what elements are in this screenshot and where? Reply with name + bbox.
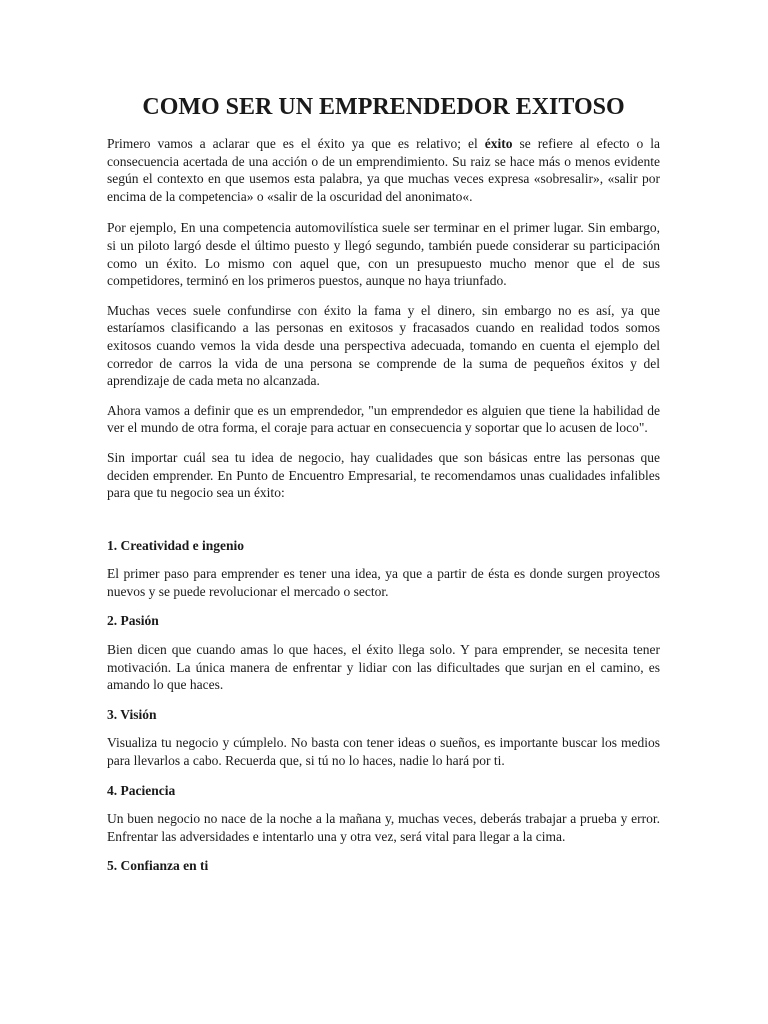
paragraph-entrepreneur-definition: Ahora vamos a definir que es un emprendedor, "un emprendedor es alguien que tiene la habilidad de ver el mundo de otra forma, el coraje para actuar en consecuencia y soportar que lo acusen de loco". [107, 402, 660, 436]
intro-text-end: se refiere al efecto o la consecuencia acertada de una acción o de un emprendimiento. Su raiz se hace más o menos evidente según el contexto en que usemos esta palabra, ya que muchas veces expresa «sobresalir», «salir por encima de la competencia» o «salir de la oscuridad del anonimato«. [107, 136, 660, 204]
section-heading-patience: 4. Paciencia [107, 782, 176, 798]
intro-keyword: éxito [484, 136, 513, 151]
section-text-creativity: El primer paso para emprender es tener una idea, ya que a partir de ésta es donde surgen proyectos nuevos y se puede revolucionar el mercado o sector. [107, 566, 660, 599]
section-text-vision: Visualiza tu negocio y cúmplelo. No basta con tener ideas o sueños, es importante buscar los medios para llevarlos a cabo. Recuerda que, si tú no lo haces, nadie lo hará por ti. [107, 735, 660, 769]
intro-text-start: Primero vamos a aclarar que es el éxito ya que es relativo; el [107, 136, 485, 151]
section-heading-creativity: 1. Creatividad e ingenio [107, 537, 245, 553]
intro-paragraph [107, 135, 660, 205]
document-content [107, 92, 660, 886]
section-spacer [107, 514, 660, 537]
section-text-patience: Un buen negocio no nace de la noche a la mañana y, muchas veces, deberás trabajar a prueba y error. Enfrentar las adversidades e intentarlo una y otra vez, será vital para llegar a la cima. [107, 811, 660, 844]
section-text-passion: Bien dicen que cuando amas lo que haces, el éxito llega solo. Y para emprender, se necesita tener motivación. La única manera de enfrentar y lidiar con las dificultades que surjan en el camino, es amando lo que haces. [107, 642, 660, 693]
section-heading-self-confidence: 5. Confianza en ti [107, 858, 209, 874]
paragraph-qualities-intro: Sin importar cuál sea tu idea de negocio, hay cualidades que son básicas entre las personas que deciden emprender. En Punto de Encuentro Empresarial, te recomendamos unas cualidades infalibles para que tu negocio sea un éxito: [107, 449, 660, 501]
section-heading-passion: 2. Pasión [107, 613, 159, 629]
section-heading-vision: 3. Visión [107, 706, 157, 722]
paragraph-fame: Muchas veces suele confundirse con éxito la fama y el dinero, sin embargo no es así, ya que estaríamos clasificando a las personas en exitosos y fracasados cuando en realidad todos somos exitosos cuando vemos la vida desde una perspectiva adecuada, tomando en cuenta el ejemplo del corredor de carros la vida de una persona se comprende de la suma de pequeños éxitos y del aprendizaje de cada meta no alcanzada. [107, 302, 660, 389]
paragraph-example: Por ejemplo, En una competencia automovilística suele ser terminar en el primer lugar. Sin embargo, si un piloto largó desde el último puesto y llegó segundo, también puede considerar su participación como un éxito. Lo mismo con aquel que, con un presupuesto mucho menor que el de sus competidores, terminó en los primeros puestos, aunque no haya triunfado. [107, 220, 660, 289]
document-title: COMO SER UN EMPRENDEDOR EXITOSO [142, 94, 625, 120]
